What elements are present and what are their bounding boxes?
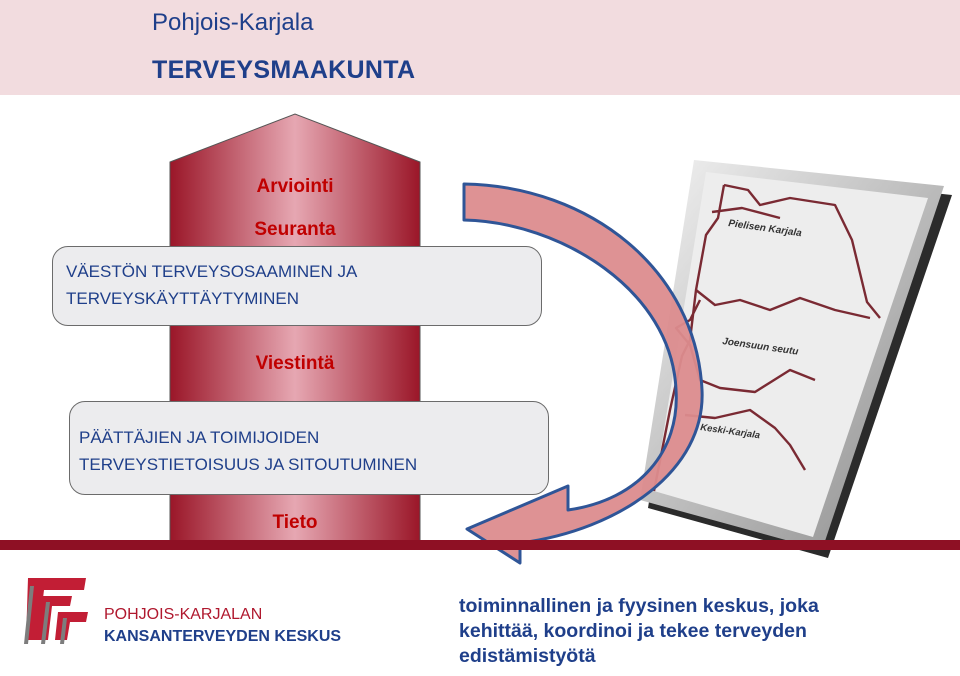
organization-name-line-1: POHJOIS-KARJALAN — [104, 606, 263, 623]
center-description — [459, 594, 949, 669]
map-label-keski-karjala: Keski-Karjala — [699, 422, 761, 442]
map-label-joensuu: Joensuun seutu — [721, 336, 800, 358]
decision-makers-line-1: PÄÄTTÄJIEN JA TOIMIJOIDEN — [79, 428, 320, 447]
divider-line — [0, 540, 960, 550]
label-seuranta: Seuranta — [254, 219, 336, 240]
label-viestinta: Viestintä — [255, 353, 335, 374]
population-health-line-1: VÄESTÖN TERVEYSOSAAMINEN JA — [66, 262, 358, 281]
map-label-pielinen: Pielisen Karjala — [727, 218, 803, 240]
label-arviointi: Arviointi — [256, 176, 334, 197]
description-line-2: kehittää, koordinoi ja tekee terveyden — [459, 620, 807, 642]
description-line-3: edistämistyötä — [459, 645, 596, 667]
organization-logo-icon — [24, 578, 88, 644]
population-health-line-2: TERVEYSKÄYTTÄYTYMINEN — [66, 289, 300, 308]
page-title: TERVEYSMAAKUNTA — [152, 56, 416, 84]
organization-name-line-2: KANSANTERVEYDEN KESKUS — [104, 628, 342, 645]
label-tieto: Tieto — [272, 512, 318, 533]
decision-makers-box — [69, 401, 549, 495]
region-name: Pohjois-Karjala — [152, 9, 314, 36]
decision-makers-line-2: TERVEYSTIETOISUUS JA SITOUTUMINEN — [79, 455, 418, 474]
population-health-box — [52, 246, 542, 326]
description-line-1: toiminnallinen ja fyysinen keskus, joka — [459, 595, 819, 617]
